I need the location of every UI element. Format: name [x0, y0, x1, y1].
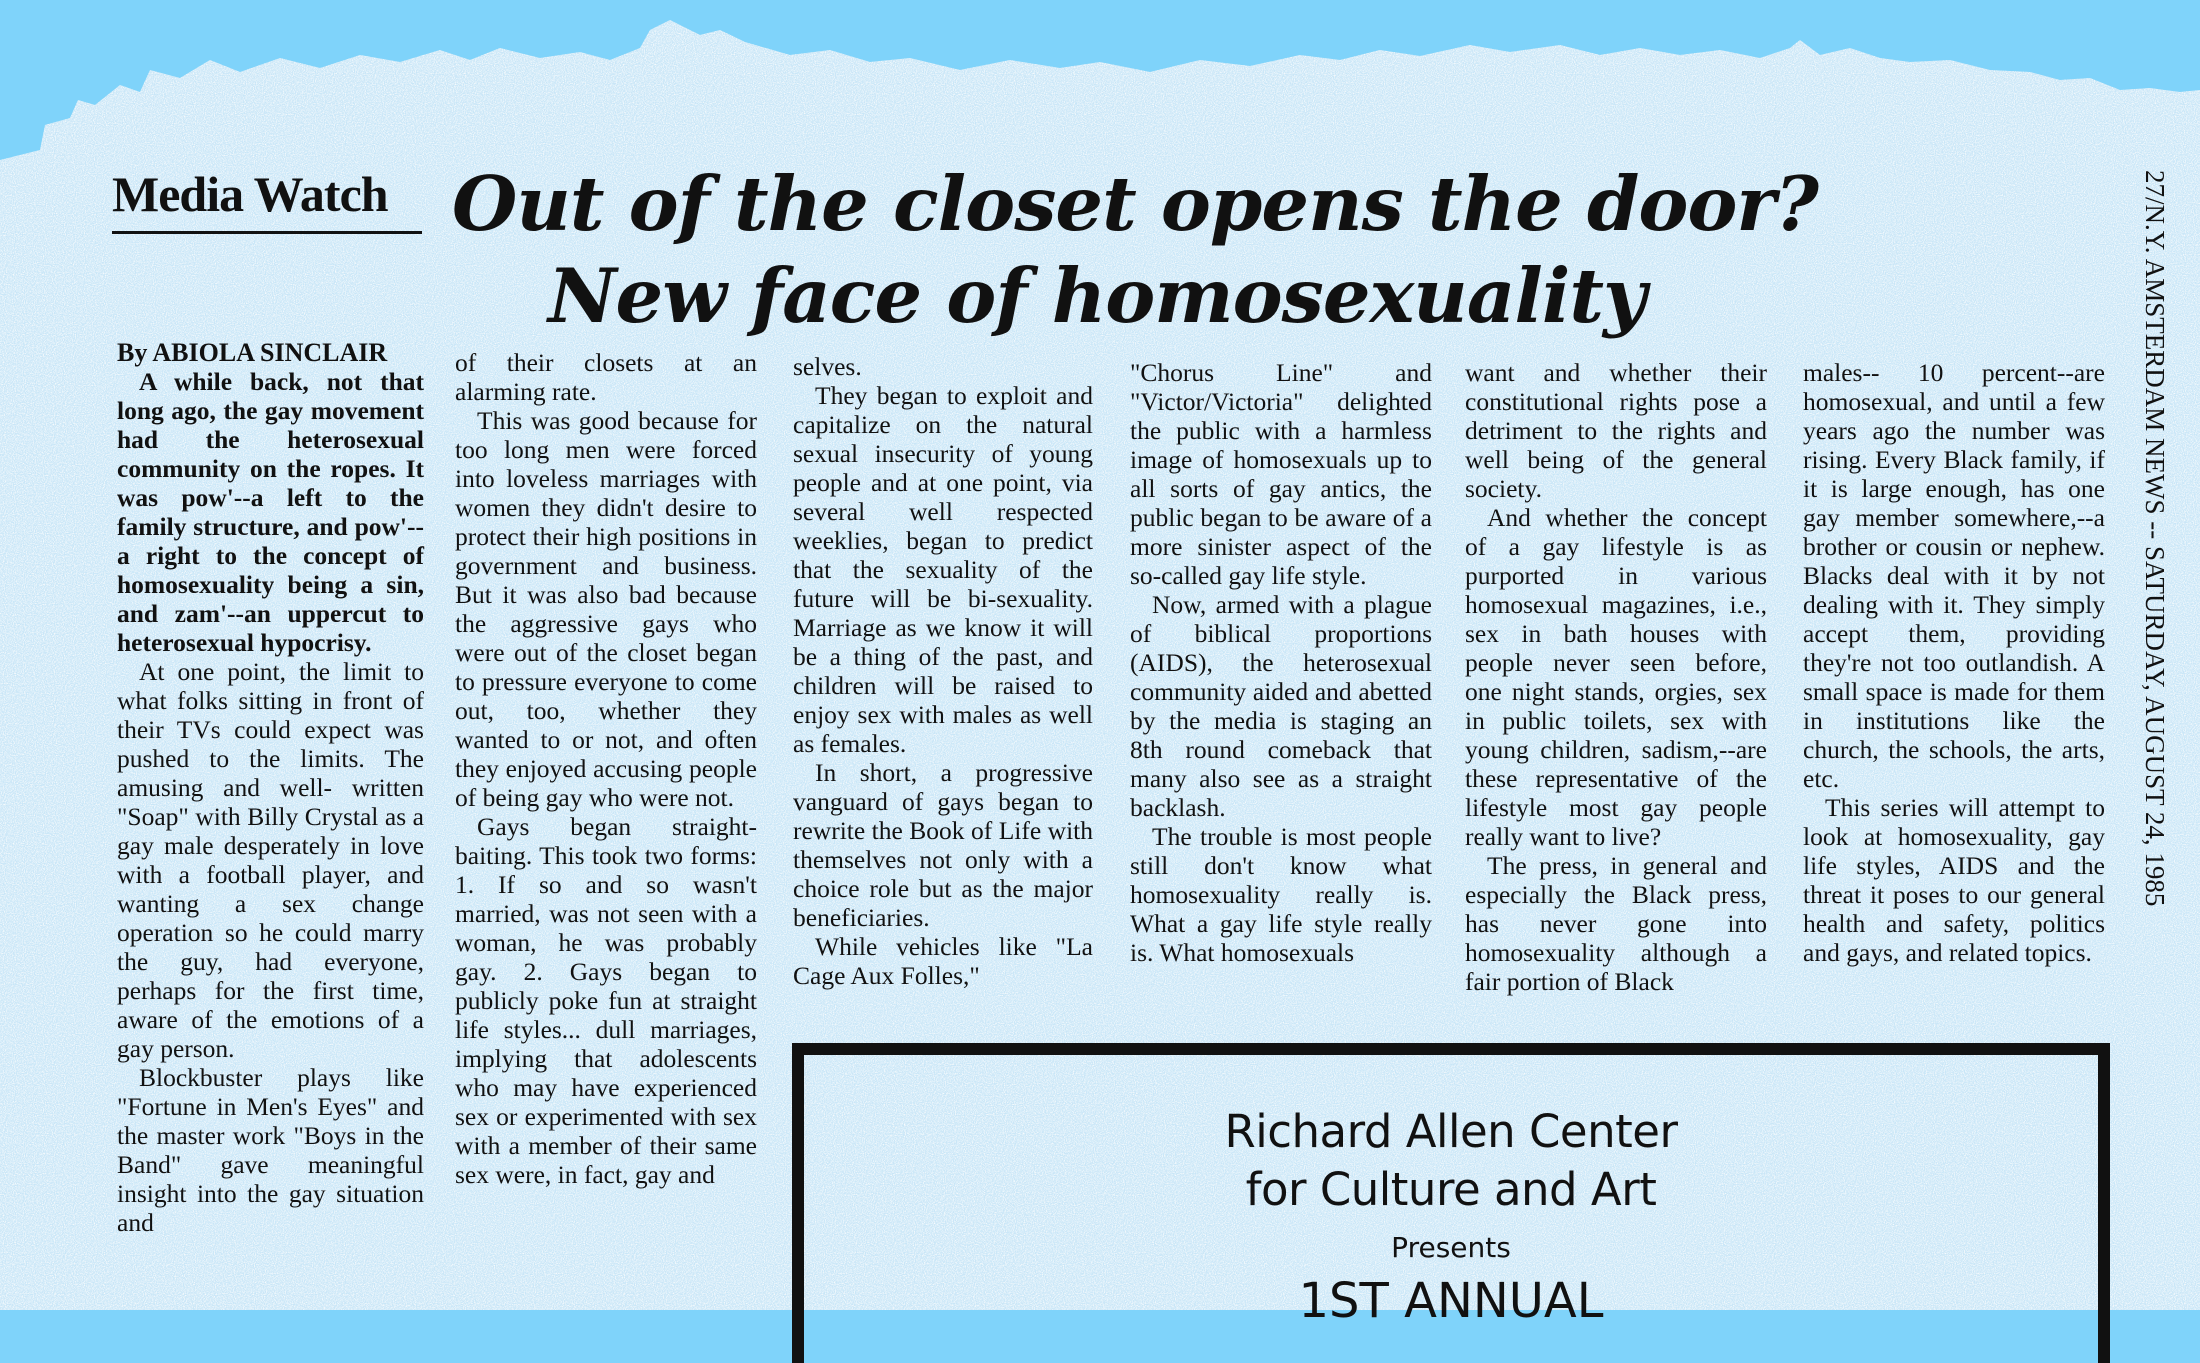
- headline-line-2: New face of homosexuality: [548, 252, 1646, 340]
- article-column-4: [1130, 358, 1432, 967]
- ad-title-line-1: Richard Allen Center: [1224, 1105, 1678, 1158]
- paragraph: At one point, the limit to what folks sitting in front of their TVs could expect was pushed to the limits. The amusing and well- written "Soap" with Billy Crystal as a gay male desperately in love with a football player, and wanting a sex change operation so he could marry the guy, had everyone, perhaps for the first time, aware of the emotions of a gay person.: [117, 657, 424, 1063]
- section-label: Media Watch: [112, 165, 422, 234]
- article-column-2: [455, 348, 757, 1189]
- paragraph: of their closets at an alarming rate.: [455, 348, 757, 406]
- paragraph: Blockbuster plays like "Fortune in Men's Eyes" and the master work "Boys in the Band" gave meaningful insight into the gay situation and: [117, 1063, 424, 1237]
- article-column-1: [117, 338, 424, 1237]
- page-dateline: 27/N.Y. AMSTERDAM NEWS -- SATURDAY, AUGUST 24, 1985: [2140, 170, 2170, 907]
- paragraph: "Chorus Line" and "Victor/Victoria" delighted the public with a harmless image of homosexuals up to all sorts of gay antics, the public began to be aware of a more sinister aspect of the so-called gay life style.: [1130, 358, 1432, 590]
- ad-title-line-2: for Culture and Art: [1245, 1163, 1657, 1216]
- article-column-6: [1803, 358, 2105, 967]
- paragraph: This was good because for too long men were forced into loveless marriages with women they didn't desire to protect their high positions in government and business. But it was also bad because the aggressive gays who were out of the closet began to pressure everyone to come out, too, whether they wanted to or not, and often they enjoyed accusing people of being gay who were not.: [455, 406, 757, 812]
- paragraph: Now, armed with a plague of biblical proportions (AIDS), the heterosexual community aided and abetted by the media is staging an 8th round comeback that many also see as a straight backlash.: [1130, 590, 1432, 822]
- headline-line-1: Out of the closet opens the door?: [452, 160, 1818, 248]
- ad-annual-heading: 1ST ANNUAL: [1298, 1273, 1604, 1329]
- article-column-3: [793, 352, 1093, 990]
- paragraph: Gays began straight-baiting. This took two forms: 1. If so and so wasn't married, was not seen with a woman, he was probably gay. 2. Gays began to publicly poke fun at straight life styles... dull marriages, implying that adolescents who may have experienced sex or experimented with sex with a member of their same sex were, in fact, gay and: [455, 812, 757, 1189]
- byline: By ABIOLA SINCLAIR: [117, 338, 388, 367]
- paragraph: And whether the concept of a gay lifestyle is as purported in various homosexual magazines, i.e., sex in bath houses with people never seen before, one night stands, orgies, sex in public toilets, sex with young children, sadism,--are these representative of the lifestyle most gay people really want to live?: [1465, 503, 1767, 851]
- paragraph: The trouble is most people still don't know what homosexuality really is. What a gay life style really is. What homosexuals: [1130, 822, 1432, 967]
- paragraph: This series will attempt to look at homosexuality, gay life styles, AIDS and the threat it poses to our general health and safety, politics and gays, and related topics.: [1803, 793, 2105, 967]
- article-column-5: [1465, 358, 1767, 996]
- paragraph: selves.: [793, 352, 862, 381]
- paragraph: The press, in general and especially the Black press, has never gone into homosexuality although a fair portion of Black: [1465, 851, 1767, 996]
- paragraph: While vehicles like "La Cage Aux Folles,": [793, 932, 1093, 990]
- paragraph: want and whether their constitutional rights pose a detriment to the rights and well being of the general society.: [1465, 358, 1767, 503]
- paragraph: A while back, not that long ago, the gay movement had the heterosexual community on the ropes. It was pow'--a left to the family structure, and pow'--a right to the concept of homosexuality being a sin, and zam'--an uppercut to heterosexual hypocrisy.: [117, 367, 424, 657]
- paragraph: males-- 10 percent--are homosexual, and until a few years ago the number was rising. Every Black family, if it is large enough, has one gay member somewhere,--a brother or cousin or nephew. Blacks deal with it by not dealing with it. They simply accept them, providing they're not too outlandish. A small space is made for them in institutions like the church, the schools, the arts, etc.: [1803, 358, 2105, 793]
- ad-presents: Presents: [1391, 1231, 1511, 1264]
- paragraph: In short, a progressive vanguard of gays began to rewrite the Book of Life with themselves not only with a choice role but as the major beneficiaries.: [793, 758, 1093, 932]
- advertisement-box: [792, 1043, 2110, 1363]
- paragraph: They began to exploit and capitalize on the natural sexual insecurity of young people and at one point, via several well respected weeklies, began to predict that the sexuality of the future will be bi-sexuality. Marriage as we know it will be a thing of the past, and children will be raised to enjoy sex with males as well as females.: [793, 381, 1093, 758]
